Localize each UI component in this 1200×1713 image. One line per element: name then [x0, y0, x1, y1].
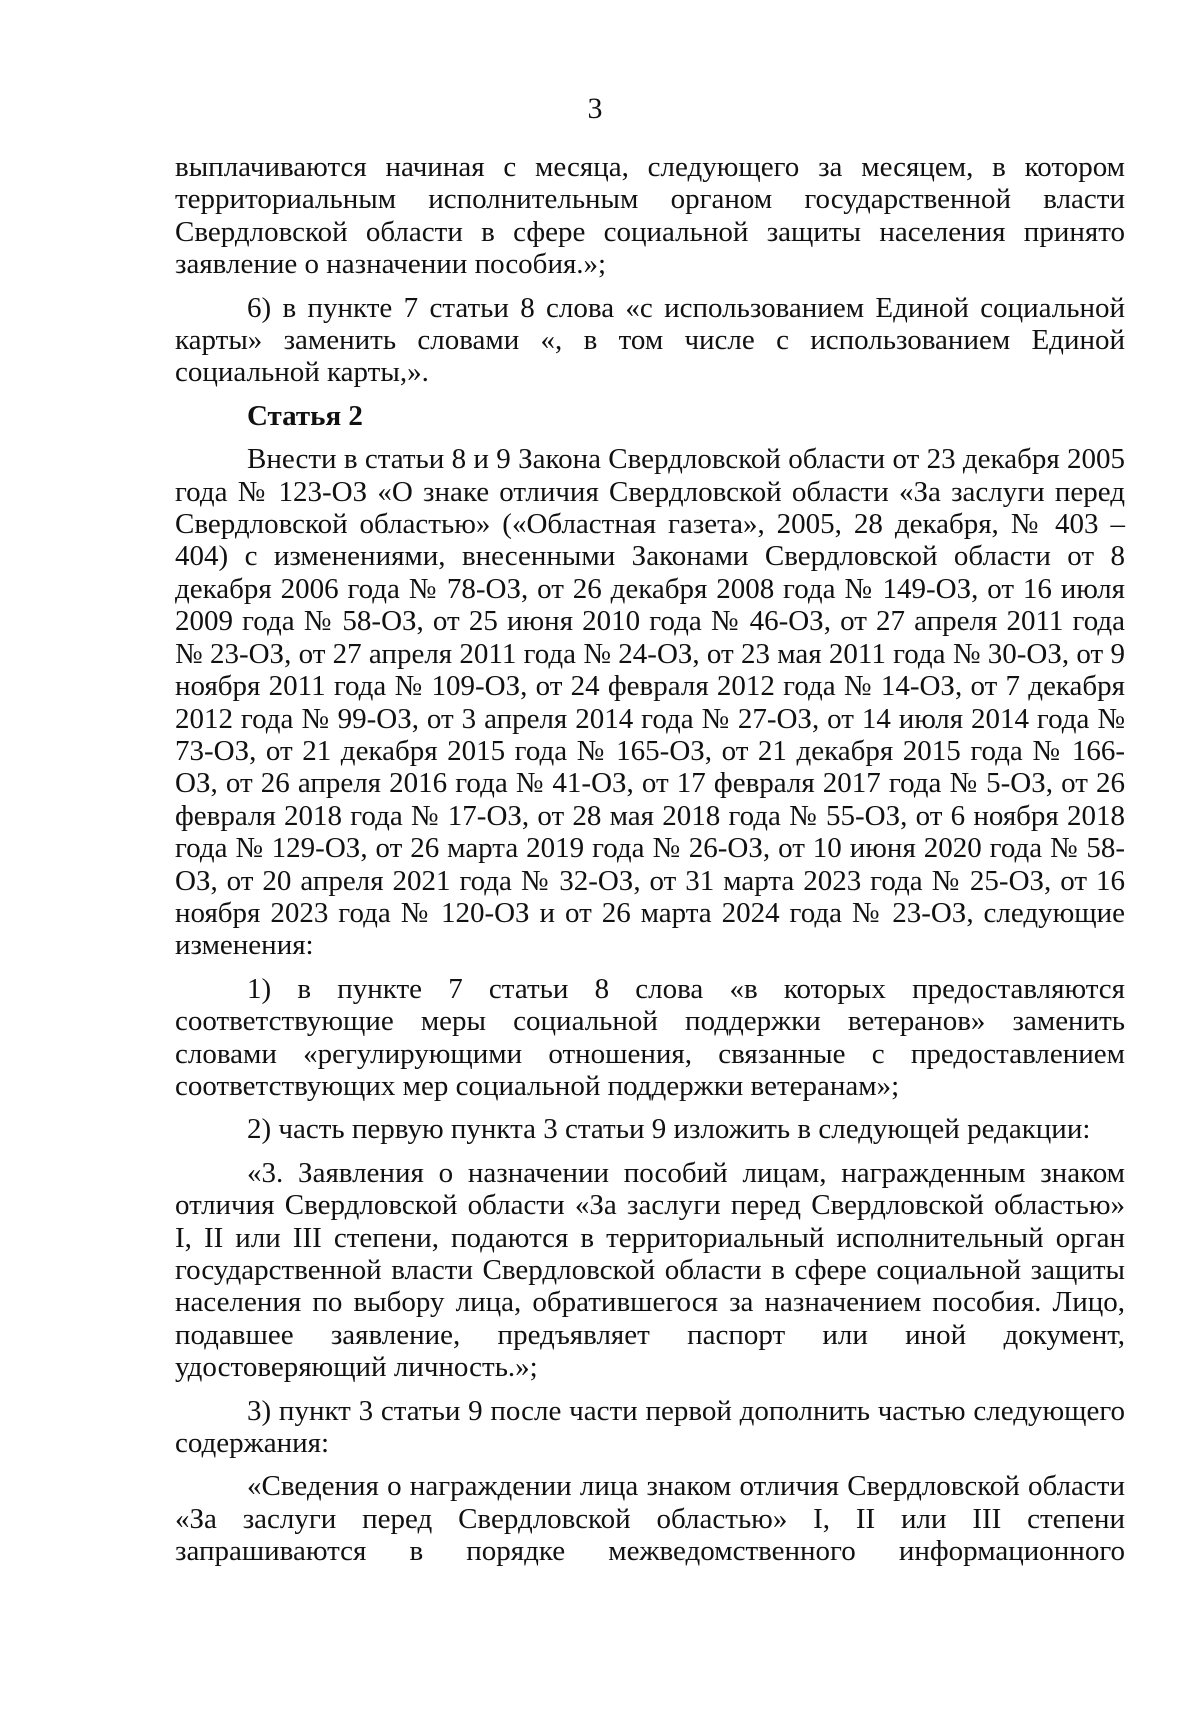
paragraph-item-1: 1) в пункте 7 статьи 8 слова «в которых предоставляются соответствующие меры социальной поддержки ветеранов» заменить словами «регулирующими отношения, связанные с предоставлением соответствующих мер социальной поддержки ветеранам»;: [175, 972, 1125, 1102]
paragraph-article-2-intro: Внести в статьи 8 и 9 Закона Свердловской области от 23 декабря 2005 года № 123-ОЗ «О знаке отличия Свердловской области «За заслуги перед Свердловской областью» («Областная газета», 2005, 28 декабря, № 403 – 404) с изменениями, внесенными Законами Свердловской области от 8 декабря 2006 года № 78-ОЗ, от 26 декабря 2008 года № 149-ОЗ, от 16 июля 2009 года № 58-ОЗ, от 25 июня 2010 года № 46-ОЗ, от 27 апреля 2011 года № 23-ОЗ, от 27 апреля 2011 года № 24-ОЗ, от 23 мая 2011 года № 30-ОЗ, от 9 ноября 2011 года № 109-ОЗ, от 24 февраля 2012 года № 14-ОЗ, от 7 декабря 2012 года № 99-ОЗ, от 3 апреля 2014 года № 27-ОЗ, от 14 июля 2014 года № 73-ОЗ, от 21 декабря 2015 года № 165-ОЗ, от 21 декабря 2015 года № 166-ОЗ, от 26 апреля 2016 года № 41-ОЗ, от 17 февраля 2017 года № 5-ОЗ, от 26 февраля 2018 года № 17-ОЗ, от 28 мая 2018 года № 55-ОЗ, от 6 ноября 2018 года № 129-ОЗ, от 26 марта 2019 года № 26-ОЗ, от 10 июня 2020 года № 58-ОЗ, от 20 апреля 2021 года № 32-ОЗ, от 31 марта 2023 года № 25-ОЗ, от 16 ноября 2023 года № 120-ОЗ и от 26 марта 2024 года № 23-ОЗ, следующие изменения:: [175, 443, 1125, 962]
paragraph-item-6: 6) в пункте 7 статьи 8 слова «с использованием Единой социальной карты» заменить словами «, в том числе с использованием Единой социальной карты,».: [175, 291, 1125, 389]
document-body: [175, 151, 1125, 1579]
paragraph-item-2: 2) часть первую пункта 3 статьи 9 изложить в следующей редакции:: [247, 1113, 1091, 1146]
paragraph-item-3: 3) пункт 3 статьи 9 после части первой дополнить частью следующего содержания:: [175, 1394, 1125, 1460]
paragraph-quoted-addition: «Сведения о награждении лица знаком отличия Свердловской области «За заслуги перед Свердловской областью» I, II или III степени запрашиваются в порядке межведомственного информационного: [175, 1470, 1125, 1568]
paragraph-continuation: выплачиваются начиная с месяца, следующего за месяцем, в котором территориальным исполнительным органом государственной власти Свердловской области в сфере социальной защиты населения принято заявление о назначении пособия.»;: [175, 151, 1125, 281]
paragraph-quoted-redaction: «3. Заявления о назначении пособий лицам, награжденным знаком отличия Свердловской области «За заслуги перед Свердловской областью» I, II или III степени, подаются в территориальный исполнительный орган государственной власти Свердловской области в сфере социальной защиты населения по выбору лица, обратившегося за назначением пособия. Лицо, подавшее заявление, предъявляет паспорт или иной документ, удостоверяющий личность.»;: [175, 1156, 1125, 1384]
article-heading: Статья 2: [247, 399, 363, 432]
page-number: 3: [587, 92, 603, 125]
